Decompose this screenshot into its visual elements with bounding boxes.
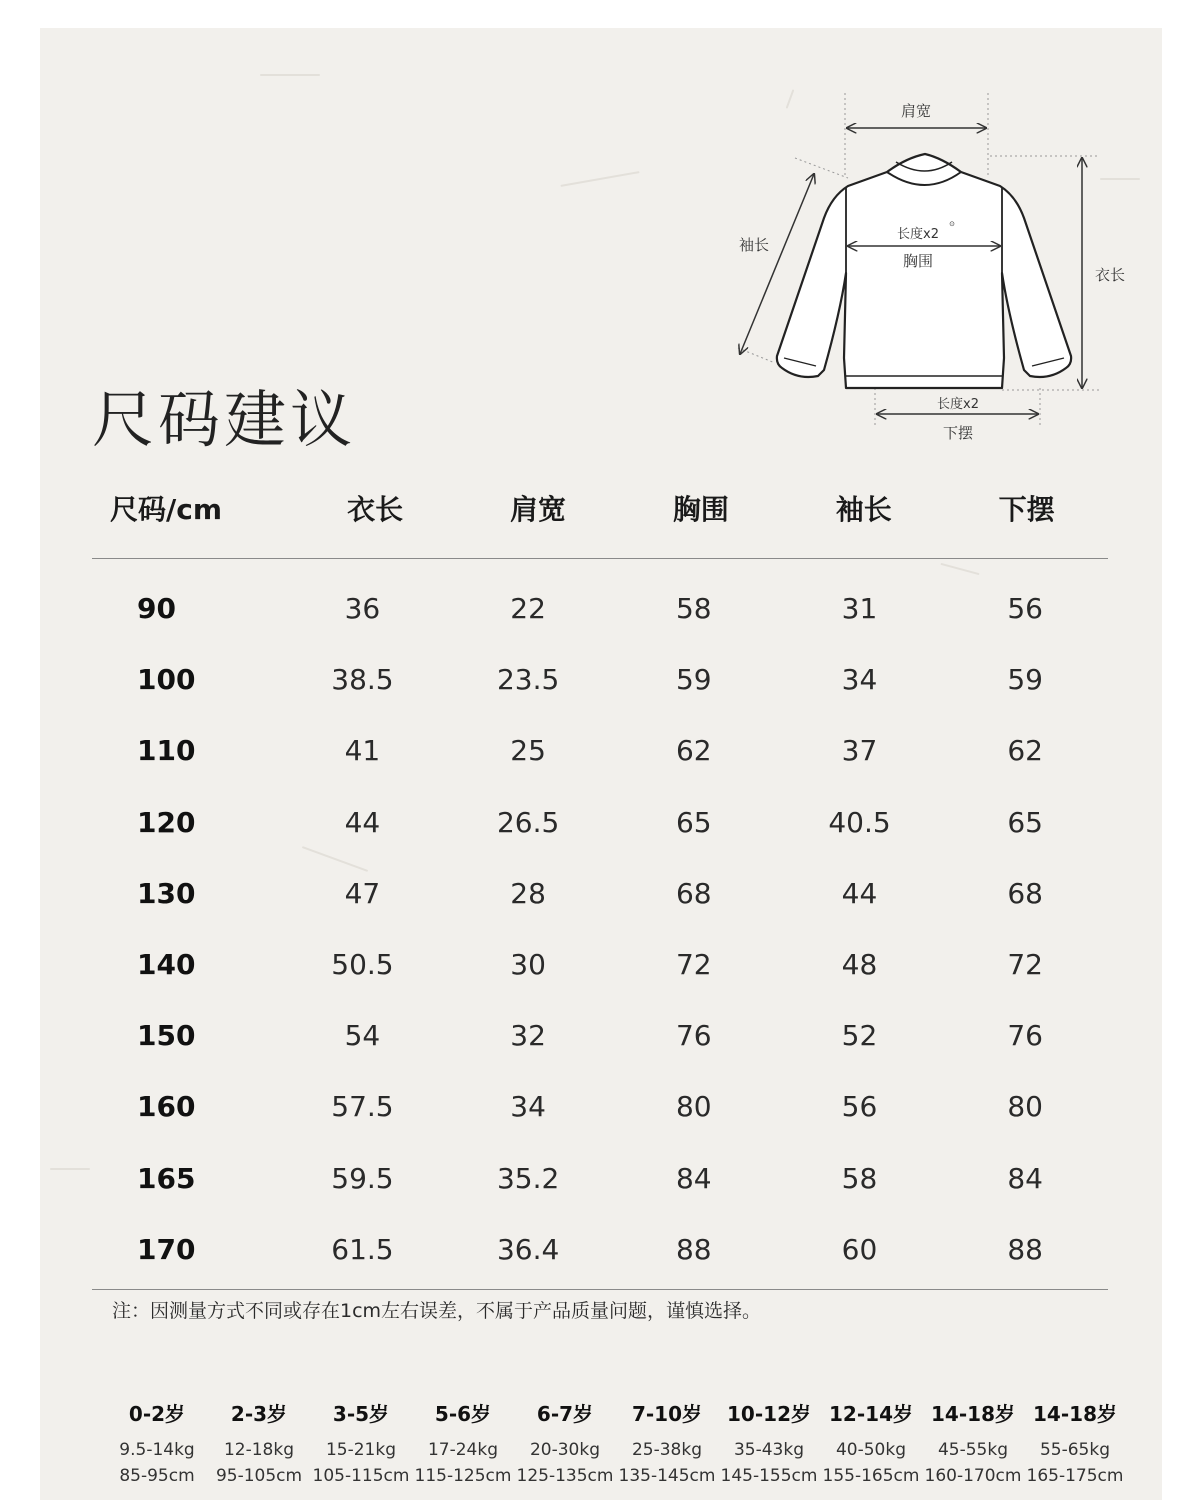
header-hem: 下摆	[998, 493, 1055, 526]
measure-cell: 59	[1007, 663, 1043, 697]
age-height: 125-135cm	[516, 1466, 614, 1486]
measure-cell: 80	[1007, 1090, 1043, 1124]
age-age: 14-18岁	[931, 1402, 1015, 1426]
measure-cell: 58	[841, 1161, 878, 1195]
measure-cell: 35.2	[496, 1161, 560, 1195]
measure-cell: 80	[675, 1090, 712, 1124]
paper-fleck	[260, 74, 320, 76]
measure-cell: 76	[675, 1019, 712, 1053]
age-weight: 12-18kg	[223, 1440, 295, 1460]
chest-note: 长度x2	[897, 227, 939, 242]
measure-cell: 22	[510, 592, 546, 626]
table-row	[92, 1143, 1108, 1214]
measure-cell: 52	[841, 1019, 878, 1053]
size-cell: 165	[137, 1161, 196, 1195]
size-cell: 170	[137, 1232, 196, 1266]
measure-cell: 40.5	[828, 805, 891, 839]
size-cell: 90	[137, 592, 176, 626]
age-item	[514, 1398, 616, 1489]
measure-cell: 84	[675, 1161, 712, 1195]
age-item	[412, 1398, 514, 1489]
measure-cell: 60	[841, 1232, 878, 1266]
header-chest: 胸围	[672, 493, 729, 526]
measure-cell: 58	[675, 592, 712, 626]
measure-cell: 56	[1007, 592, 1043, 626]
age-height: 115-125cm	[414, 1466, 512, 1486]
age-age: 5-6岁	[434, 1402, 492, 1426]
age-reference-strip	[106, 1398, 1126, 1489]
header-length: 衣长	[347, 493, 404, 526]
table-row	[92, 1071, 1108, 1142]
measure-cell: 36	[344, 592, 381, 626]
header-shoulder: 肩宽	[509, 493, 566, 526]
age-height: 155-165cm	[822, 1466, 920, 1486]
age-item	[616, 1398, 718, 1489]
age-item	[1024, 1398, 1126, 1489]
age-height: 95-105cm	[215, 1466, 303, 1486]
age-weight: 40-50kg	[835, 1440, 907, 1460]
measure-cell: 38.5	[331, 663, 394, 697]
age-age: 10-12岁	[727, 1402, 811, 1426]
measure-cell: 31	[841, 592, 878, 626]
measure-cell: 88	[675, 1232, 712, 1266]
size-cell: 140	[137, 948, 196, 982]
age-weight: 25-38kg	[631, 1440, 703, 1460]
measure-cell: 47	[344, 876, 381, 910]
measure-cell: 28	[510, 876, 546, 910]
age-age: 2-3岁	[230, 1402, 288, 1426]
table-row	[92, 787, 1108, 858]
measure-cell: 44	[344, 805, 381, 839]
age-height: 135-145cm	[618, 1466, 716, 1486]
age-age: 14-18岁	[1033, 1402, 1117, 1426]
age-item	[922, 1398, 1024, 1489]
measure-cell: 62	[675, 734, 712, 768]
measure-cell: 59	[675, 663, 712, 697]
measure-cell: 72	[675, 948, 712, 982]
measure-cell: 68	[675, 876, 712, 910]
header-sleeve: 袖长	[835, 493, 892, 526]
measure-cell: 62	[1007, 734, 1043, 768]
measure-cell: 61.5	[331, 1232, 394, 1266]
hem-note: 长度x2	[937, 397, 979, 412]
measure-cell: 32	[510, 1019, 546, 1053]
age-age: 3-5岁	[332, 1402, 390, 1426]
measure-cell: 30	[510, 948, 546, 982]
table-row	[92, 1000, 1108, 1071]
measure-cell: 34	[510, 1090, 546, 1124]
age-weight: 15-21kg	[325, 1440, 397, 1460]
measure-cell: 36.4	[496, 1232, 560, 1266]
age-item	[106, 1398, 208, 1489]
garment-measurement-diagram	[720, 58, 1140, 458]
size-cell: 150	[137, 1019, 196, 1053]
chest-label: 胸围	[902, 252, 934, 270]
age-item	[820, 1398, 922, 1489]
length-label: 衣长	[1094, 266, 1126, 284]
measure-cell: 23.5	[496, 663, 560, 697]
table-row	[92, 573, 1108, 644]
measure-cell: 26.5	[496, 805, 560, 839]
age-height: 165-175cm	[1026, 1466, 1124, 1486]
size-cell: 130	[137, 876, 196, 910]
paper-fleck	[560, 171, 639, 187]
age-height: 145-155cm	[720, 1466, 818, 1486]
size-cell: 110	[137, 734, 196, 768]
size-chart-sheet	[40, 28, 1162, 1500]
measure-cell: 72	[1007, 948, 1043, 982]
tiny-mark: ⊙	[949, 220, 955, 228]
size-cell: 160	[137, 1090, 196, 1124]
age-height: 105-115cm	[312, 1466, 410, 1486]
age-weight: 9.5-14kg	[119, 1440, 195, 1460]
measure-cell: 41	[344, 734, 381, 768]
age-weight: 55-65kg	[1039, 1440, 1111, 1460]
measure-cell: 88	[1007, 1232, 1043, 1266]
shirt-outline	[777, 154, 1071, 388]
age-item	[310, 1398, 412, 1489]
age-age: 7-10岁	[631, 1402, 703, 1426]
sleeve-label: 袖长	[738, 236, 770, 254]
table-row	[92, 929, 1108, 1000]
measure-cell: 34	[841, 663, 878, 697]
measurement-note: 注：因测量方式不同或存在1cm左右误差，不属于产品质量问题，谨慎选择。	[112, 1300, 762, 1322]
measure-cell: 76	[1007, 1019, 1043, 1053]
measure-cell: 48	[841, 948, 878, 982]
age-age: 12-14岁	[829, 1402, 913, 1426]
table-row	[92, 1214, 1108, 1285]
measure-cell: 56	[841, 1090, 878, 1124]
measure-cell: 59.5	[331, 1161, 394, 1195]
table-row	[92, 858, 1108, 929]
measure-cell: 50.5	[331, 948, 394, 982]
shoulder-label: 肩宽	[900, 102, 932, 120]
page-title: 尺码建议	[92, 382, 357, 456]
age-height: 160-170cm	[924, 1466, 1022, 1486]
table-row	[92, 715, 1108, 786]
age-weight: 17-24kg	[427, 1440, 499, 1460]
table-body	[92, 559, 1108, 1290]
header-size: 尺码/cm	[110, 493, 223, 526]
table-row	[92, 644, 1108, 715]
age-weight: 20-30kg	[529, 1440, 601, 1460]
measure-cell: 54	[344, 1019, 381, 1053]
size-cell: 100	[137, 663, 196, 697]
size-cell: 120	[137, 805, 196, 839]
table-header-row	[92, 458, 1108, 559]
age-item	[208, 1398, 310, 1489]
measure-cell: 57.5	[331, 1090, 394, 1124]
age-weight: 45-55kg	[937, 1440, 1009, 1460]
measure-cell: 44	[841, 876, 878, 910]
measure-cell: 25	[510, 734, 546, 768]
measure-cell: 65	[675, 805, 712, 839]
age-age: 0-2岁	[128, 1402, 186, 1426]
measure-cell: 37	[841, 734, 878, 768]
paper-fleck	[50, 1168, 90, 1170]
measure-cell: 68	[1007, 876, 1043, 910]
age-item	[718, 1398, 820, 1489]
age-weight: 35-43kg	[733, 1440, 805, 1460]
age-height: 85-95cm	[119, 1466, 195, 1486]
age-age: 6-7岁	[536, 1402, 594, 1426]
hem-label: 下摆	[942, 424, 974, 442]
measure-cell: 84	[1007, 1161, 1043, 1195]
size-table	[92, 458, 1108, 1290]
measure-cell: 65	[1007, 805, 1043, 839]
